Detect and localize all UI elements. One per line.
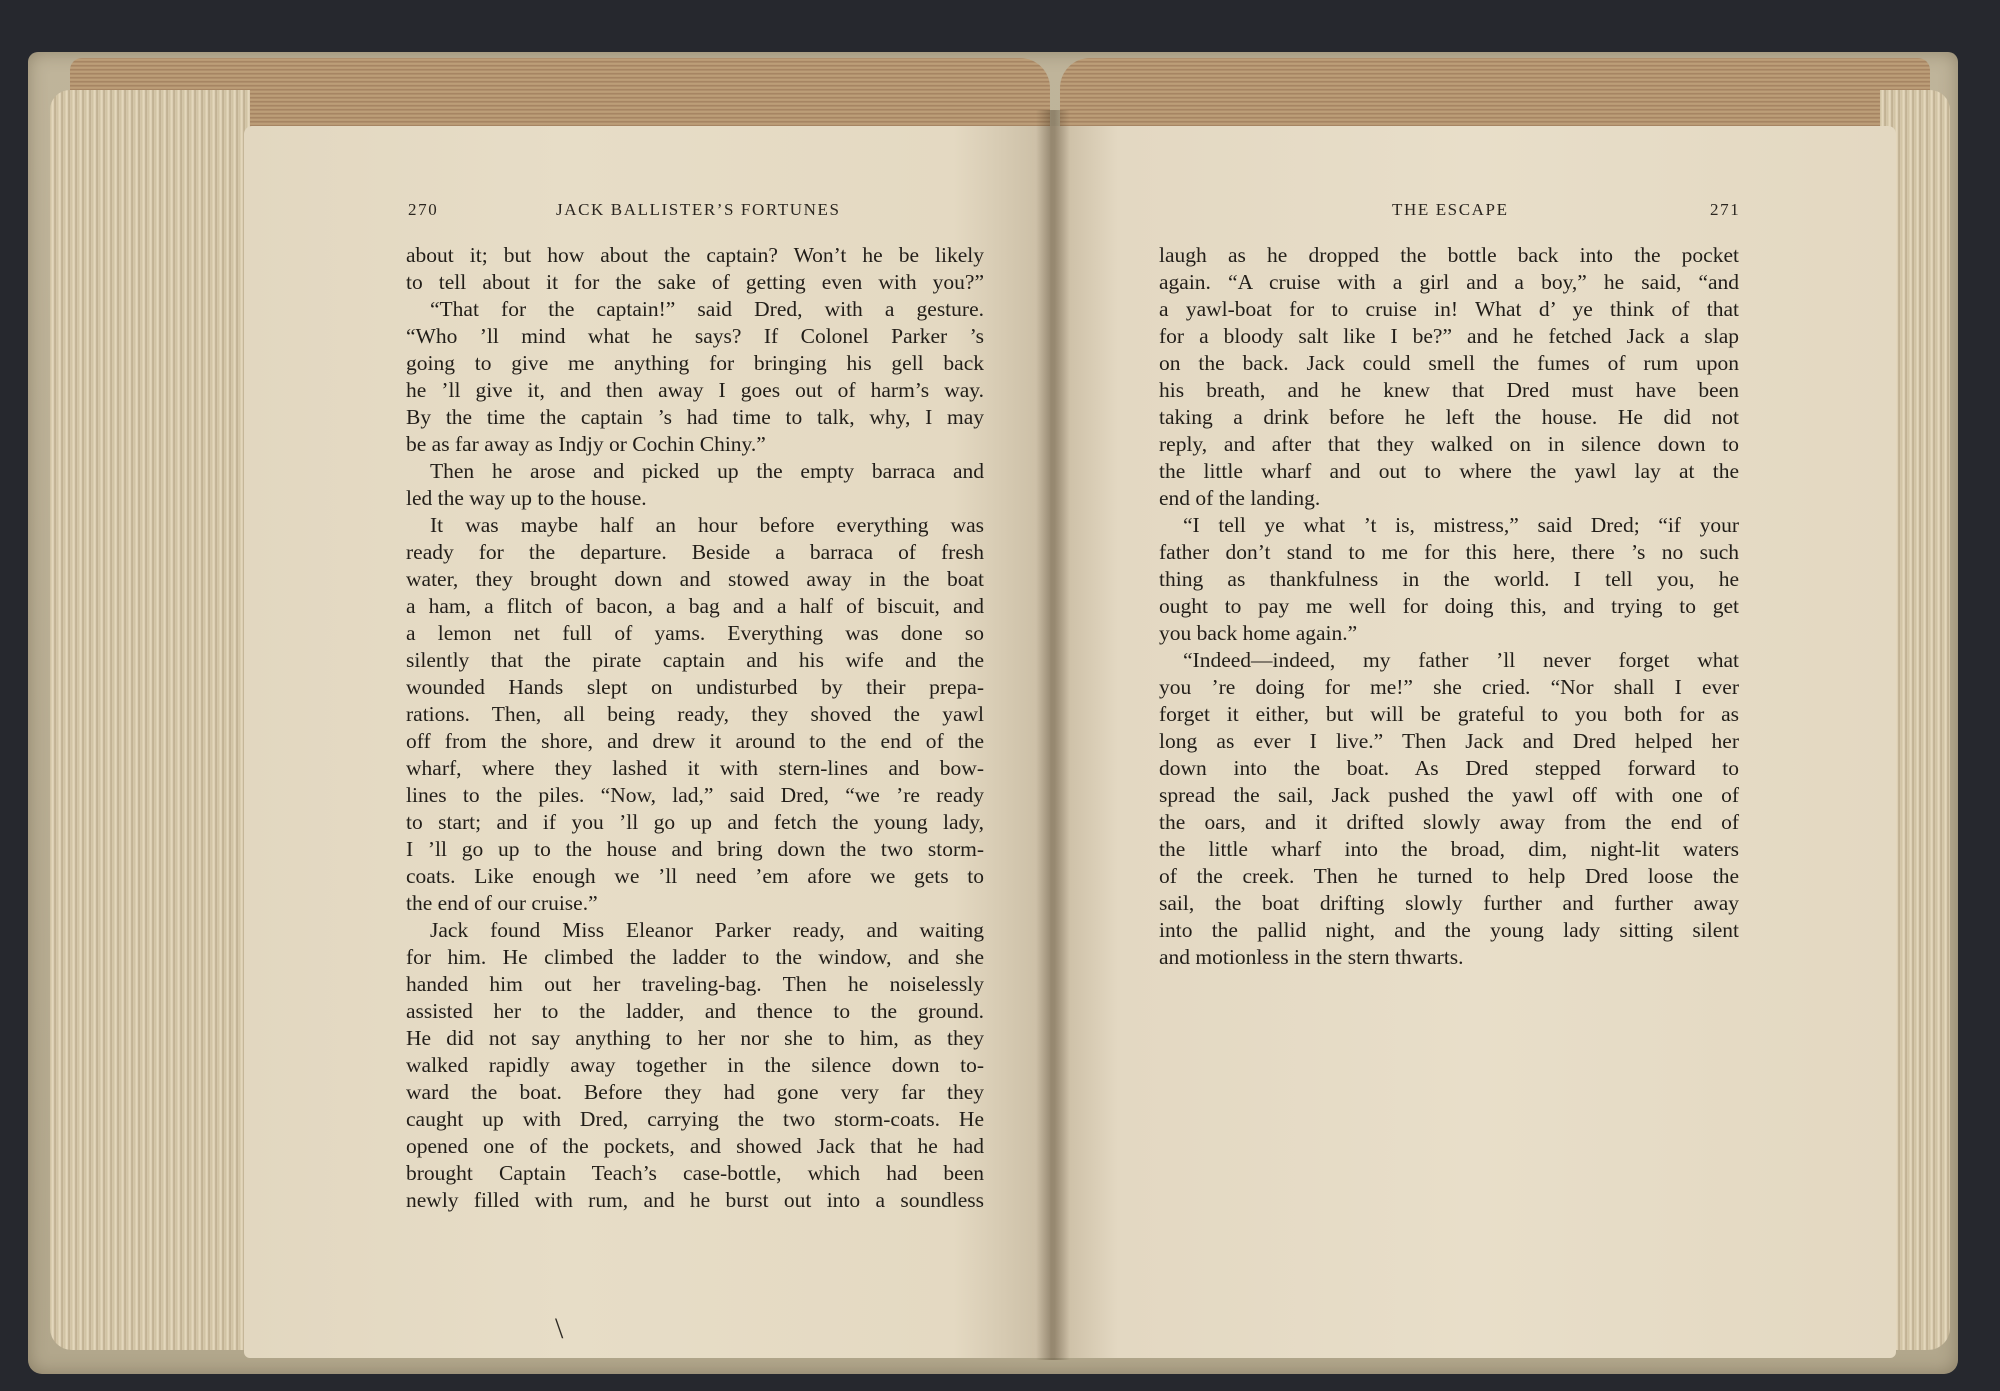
text-line: on the back. Jack could smell the fumes of rum upon	[1159, 351, 1739, 375]
text-line: laugh as he dropped the bottle back into the pocket	[1159, 243, 1739, 267]
text-line: down into the boat. As Dred stepped forward to	[1159, 756, 1739, 780]
text-line: the oars, and it drifted slowly away from the end of	[1159, 810, 1739, 834]
pencil-mark: \	[555, 1312, 564, 1345]
text-line: for him. He climbed the ladder to the window, and she	[406, 945, 984, 969]
text-line: “That for the captain!” said Dred, with a gesture.	[430, 297, 984, 321]
text-line: a yawl-boat for to cruise in! What d’ ye think of that	[1159, 297, 1739, 321]
text-line: forget it either, but will be grateful to you both for as	[1159, 702, 1739, 726]
text-line: again. “A cruise with a girl and a boy,” he said, “and	[1159, 270, 1739, 294]
text-line: you ’re doing for me!” she cried. “Nor shall I ever	[1159, 675, 1739, 699]
text-line: coats. Like enough we ’ll need ’em afore we gets to	[406, 864, 984, 888]
text-line: walked rapidly away together in the silence down to-	[406, 1053, 984, 1077]
text-line: caught up with Dred, carrying the two storm-coats. He	[406, 1107, 984, 1131]
text-line: opened one of the pockets, and showed Jack that he had	[406, 1134, 984, 1158]
left-page-body-text	[406, 242, 984, 1214]
text-line: end of the landing.	[1159, 486, 1321, 510]
text-line: be as far away as Indjy or Cochin Chiny.”	[406, 432, 766, 456]
text-line: of the creek. Then he turned to help Dred loose the	[1159, 864, 1739, 888]
text-line: to start; and if you ’ll go up and fetch the young lady,	[406, 810, 984, 834]
text-line: thing as thankfulness in the world. I tell you, he	[1159, 567, 1739, 591]
text-line: ward the boat. Before they had gone very far they	[406, 1080, 984, 1104]
text-line: reply, and after that they walked on in silence down to	[1159, 432, 1739, 456]
text-line: assisted her to the ladder, and thence to the ground.	[406, 999, 984, 1023]
text-line: water, they brought down and stowed away in the boat	[406, 567, 984, 591]
text-line: the little wharf into the broad, dim, night-lit waters	[1159, 837, 1739, 861]
text-line: Then he arose and picked up the empty barraca and	[430, 459, 984, 483]
right-page-body-text	[1159, 242, 1739, 971]
text-line: It was maybe half an hour before everything was	[430, 513, 984, 537]
text-line: silently that the pirate captain and his wife and the	[406, 648, 984, 672]
text-line: a ham, a flitch of bacon, a bag and a half of biscuit, and	[406, 594, 984, 618]
text-line: taking a drink before he left the house. He did not	[1159, 405, 1739, 429]
text-line: going to give me anything for bringing his gell back	[406, 351, 984, 375]
text-line: the end of our cruise.”	[406, 891, 598, 915]
text-line: to tell about it for the sake of getting even with you?”	[406, 270, 984, 294]
text-line: sail, the boat drifting slowly further and further away	[1159, 891, 1739, 915]
text-line: brought Captain Teach’s case-bottle, which had been	[406, 1161, 984, 1185]
text-line: wounded Hands slept on undisturbed by their prepa-	[406, 675, 984, 699]
text-line: “Indeed—indeed, my father ’ll never forget what	[1183, 648, 1739, 672]
text-line: ready for the departure. Beside a barraca of fresh	[406, 540, 984, 564]
text-line: long as ever I live.” Then Jack and Dred helped her	[1159, 729, 1739, 753]
right-page-number: 271	[1710, 200, 1741, 219]
book-gutter	[1036, 110, 1070, 1360]
text-line: father don’t stand to me for this here, there ’s no such	[1159, 540, 1739, 564]
text-line: newly filled with rum, and he burst out into a soundless	[406, 1188, 984, 1212]
text-line: ought to pay me well for doing this, and trying to get	[1159, 594, 1739, 618]
text-line: you back home again.”	[1159, 621, 1358, 645]
left-running-title: JACK BALLISTER’S FORTUNES	[556, 200, 841, 219]
text-line: wharf, where they lashed it with stern-lines and bow-	[406, 756, 984, 780]
text-line: handed him out her traveling-bag. Then he noiselessly	[406, 972, 984, 996]
text-line: He did not say anything to her nor she to him, as they	[406, 1026, 984, 1050]
text-line: lines to the piles. “Now, lad,” said Dred, “we ’re ready	[406, 783, 984, 807]
text-line: “I tell ye what ’t is, mistress,” said Dred; “if your	[1183, 513, 1739, 537]
left-page-number: 270	[408, 200, 439, 219]
text-line: his breath, and he knew that Dred must have been	[1159, 378, 1739, 402]
text-line: I ’ll go up to the house and bring down the two storm-	[406, 837, 984, 861]
text-line: the little wharf and out to where the yawl lay at the	[1159, 459, 1739, 483]
text-line: and motionless in the stern thwarts.	[1159, 945, 1464, 969]
right-running-title: THE ESCAPE	[1392, 200, 1509, 219]
text-line: spread the sail, Jack pushed the yawl off with one of	[1159, 783, 1739, 807]
text-line: a lemon net full of yams. Everything was done so	[406, 621, 984, 645]
text-line: about it; but how about the captain? Won’t he be likely	[406, 243, 984, 267]
text-line: rations. Then, all being ready, they shoved the yawl	[406, 702, 984, 726]
right-page-block-top-edge	[1060, 58, 1930, 128]
text-line: “Who ’ll mind what he says? If Colonel Parker ’s	[406, 324, 984, 348]
text-line: into the pallid night, and the young lady sitting silent	[1159, 918, 1739, 942]
text-line: for a bloody salt like I be?” and he fetched Jack a slap	[1159, 324, 1739, 348]
text-line: By the time the captain ’s had time to talk, why, I may	[406, 405, 984, 429]
left-fore-edge	[50, 90, 250, 1350]
text-line: he ’ll give it, and then away I goes out of harm’s way.	[406, 378, 984, 402]
text-line: Jack found Miss Eleanor Parker ready, and waiting	[430, 918, 984, 942]
text-line: led the way up to the house.	[406, 486, 647, 510]
text-line: off from the shore, and drew it around to the end of the	[406, 729, 984, 753]
